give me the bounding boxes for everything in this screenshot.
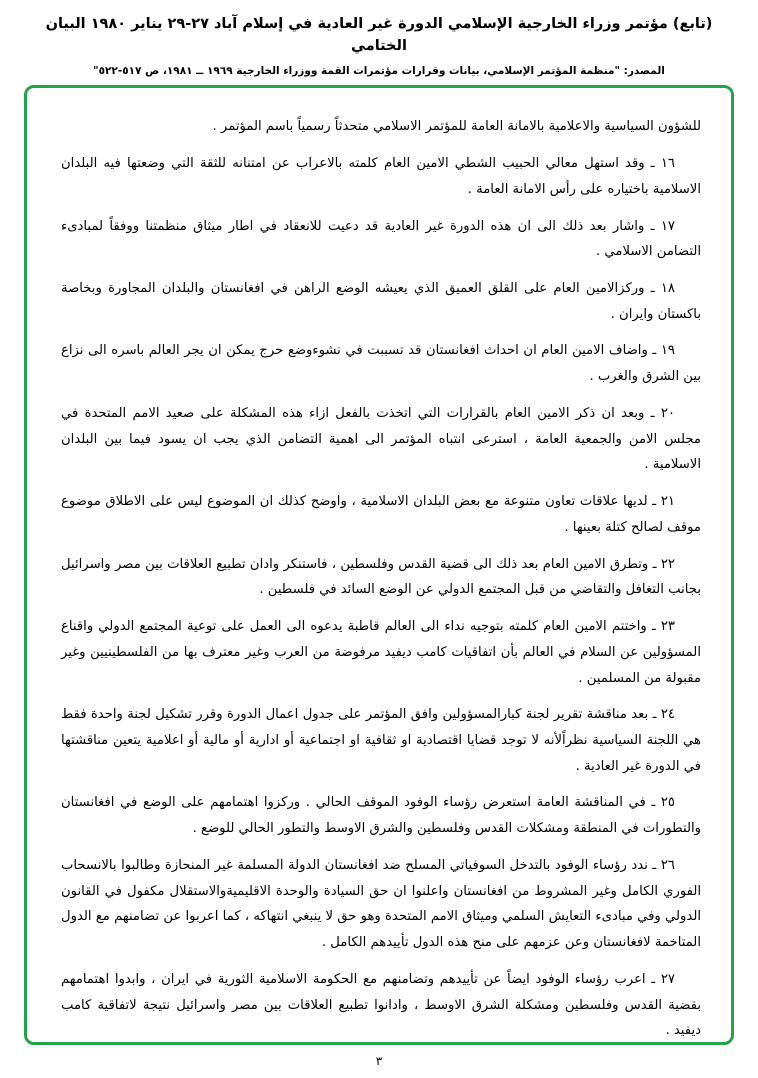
document-title: (تابع) مؤتمر وزراء الخارجية الإسلامي الدورة غير العادية في إسلام آباد ٢٧-٢٩ يناير ١٩٨٠ البيان الختامي [45,16,713,54]
body-paragraph: ٢٢ ـ وتطرق الامين العام بعد ذلك الى قضية القدس وفلسطين ، فاستنكر وادان تطبيع العلاقات بين مصر واسرائيل بجانب التغافل والتقاضي من قبل المجتمع الدولي عن الوضع السائد في فلسطين . [61,556,701,598]
body-paragraph: ١٩ ـ واضاف الامين العام ان احداث افغانستان قد تسببت في نشوءوضع حرج يمكن ان يجر العالم باسره الى نزاع بين الشرق والغرب . [61,343,701,385]
body-paragraph: ١٦ ـ وقد استهل معالي الحبيب الشطي الامين العام كلمته بالاعراب عن امتنانه للثقة التي وضعتها فيه البلدان الاسلامية باختياره على رأس الامانة العامة . [61,156,701,197]
body-paragraph: ١٨ ـ وركزالامين العام على القلق العميق الذي يعيشه الوضع الراهن في افغانستان والبلدان المجاورة وبخاصة باكستان وايران . [61,280,701,322]
page-number: ٣ [375,1054,383,1068]
body-paragraph: ٢٠ ـ وبعد ان ذكر الامين العام بالقرارات التي اتخذت بالفعل ازاء هذه المشكلة على صعيد الامم المتحدة في مجلس الامن والجمعية العامة ، استرعى انتباه المؤتمر الى اهمية التضامن الذي يجب ان يسود فيما بين البلدان الاسلامية . [61,405,701,473]
body-paragraph: ٢٣ ـ واختتم الامين العام كلمته بتوجيه نداء الى العالم قاطبة يدعوه الى العمل على توعية المجتمع الدولي واقناع المسؤولين عن السلام في العالم بأن اتفاقيات كامب ديفيد مرفوضة من العرب وغير معترف بها من الفلسطينيين وغير مقبولة من المسلمين . [61,619,701,686]
body-paragraph: ٢٤ ـ بعد مناقشة تقرير لجنة كبارالمسؤولين وافق المؤتمر على جدول اعمال الدورة وقرر تشكيل لجنة واحدة فقط هي اللجنة السياسية نظراًلأنه لا توجد قضايا اقتصادية او ثقافية او اجتماعية أو ادارية أو مالية أو اعلامية يتعين مناقشتها في الدورة غير العادية . [61,707,701,774]
body-paragraph: للشؤون السياسية والاعلامية بالامانة العامة للمؤتمر الاسلامي متحدثاً رسمياً باسم المؤتمر . [212,119,701,135]
document-source: المصدر: "منظمة المؤتمر الإسلامي، بيانات وقرارات مؤتمرات القمة ووزراء الخارجية ١٩٦٩ ــ ١٩٨١، ص ٥١٧-٥٢٢" [93,64,665,77]
page-header [24,14,734,79]
body-paragraph: ٢٧ ـ اعرب رؤساء الوفود ايضاً عن تأييدهم وتضامنهم مع الحكومة الاسلامية الثورية في ايران ، وابدوا اهتمامهم بقضية القدس وفلسطين ومشكلة الشرق الاوسط ، وادانوا تطبيع العلاقات بين مصر واسرائيل نتيجة لاتفاقية كامب ديفيد . [61,971,701,1039]
body-paragraph: ٢٦ ـ ندد رؤساء الوفود بالتدخل السوفياتي المسلح ضد افغانستان الدولة المسلمة غير المنحازة وطالبوا بالانسحاب الفوري الكامل وغير المشروط من افغانستان واعلنوا ان حق السيادة والوحدة الاقليميةوالاستقلال مكفول في القانون الدولي وفي مبادىء التعايش السلمي وميثاق الامم المتحدة وهو حق لا ينبغي انتهاكه ، كما اعربوا عن تضامنهم مع الدول المتاخمة لافغانستان وعن عزمهم على منح هذه الدول تأييدهم الكامل . [61,857,701,951]
bordered-text-frame [24,85,734,1045]
body-paragraph: ١٧ ـ واشار بعد ذلك الى ان هذه الدورة غير العادية قد دعيت للانعقاد في اطار ميثاق منظمتنا ووفقاً لمبادىء التضامن الاسلامي . [61,218,701,260]
body-paragraph: ٢٥ ـ في المناقشة العامة استعرض رؤساء الوفود الموقف الحالي . وركزوا اهتمامهم على الوضع في افغانستان والتطورات في المنطقة ومشكلات القدس وفلسطين والشرق الاوسط والتطور الحالي للوضع . [61,795,701,837]
body-paragraph: ٢١ ـ لديها علاقات تعاون متنوعة مع بعض البلدان الاسلامية ، واوضح كذلك ان الموضوع ليس على الاطلاق موضوع موقف لصالح كتلة بعينها . [61,494,701,535]
